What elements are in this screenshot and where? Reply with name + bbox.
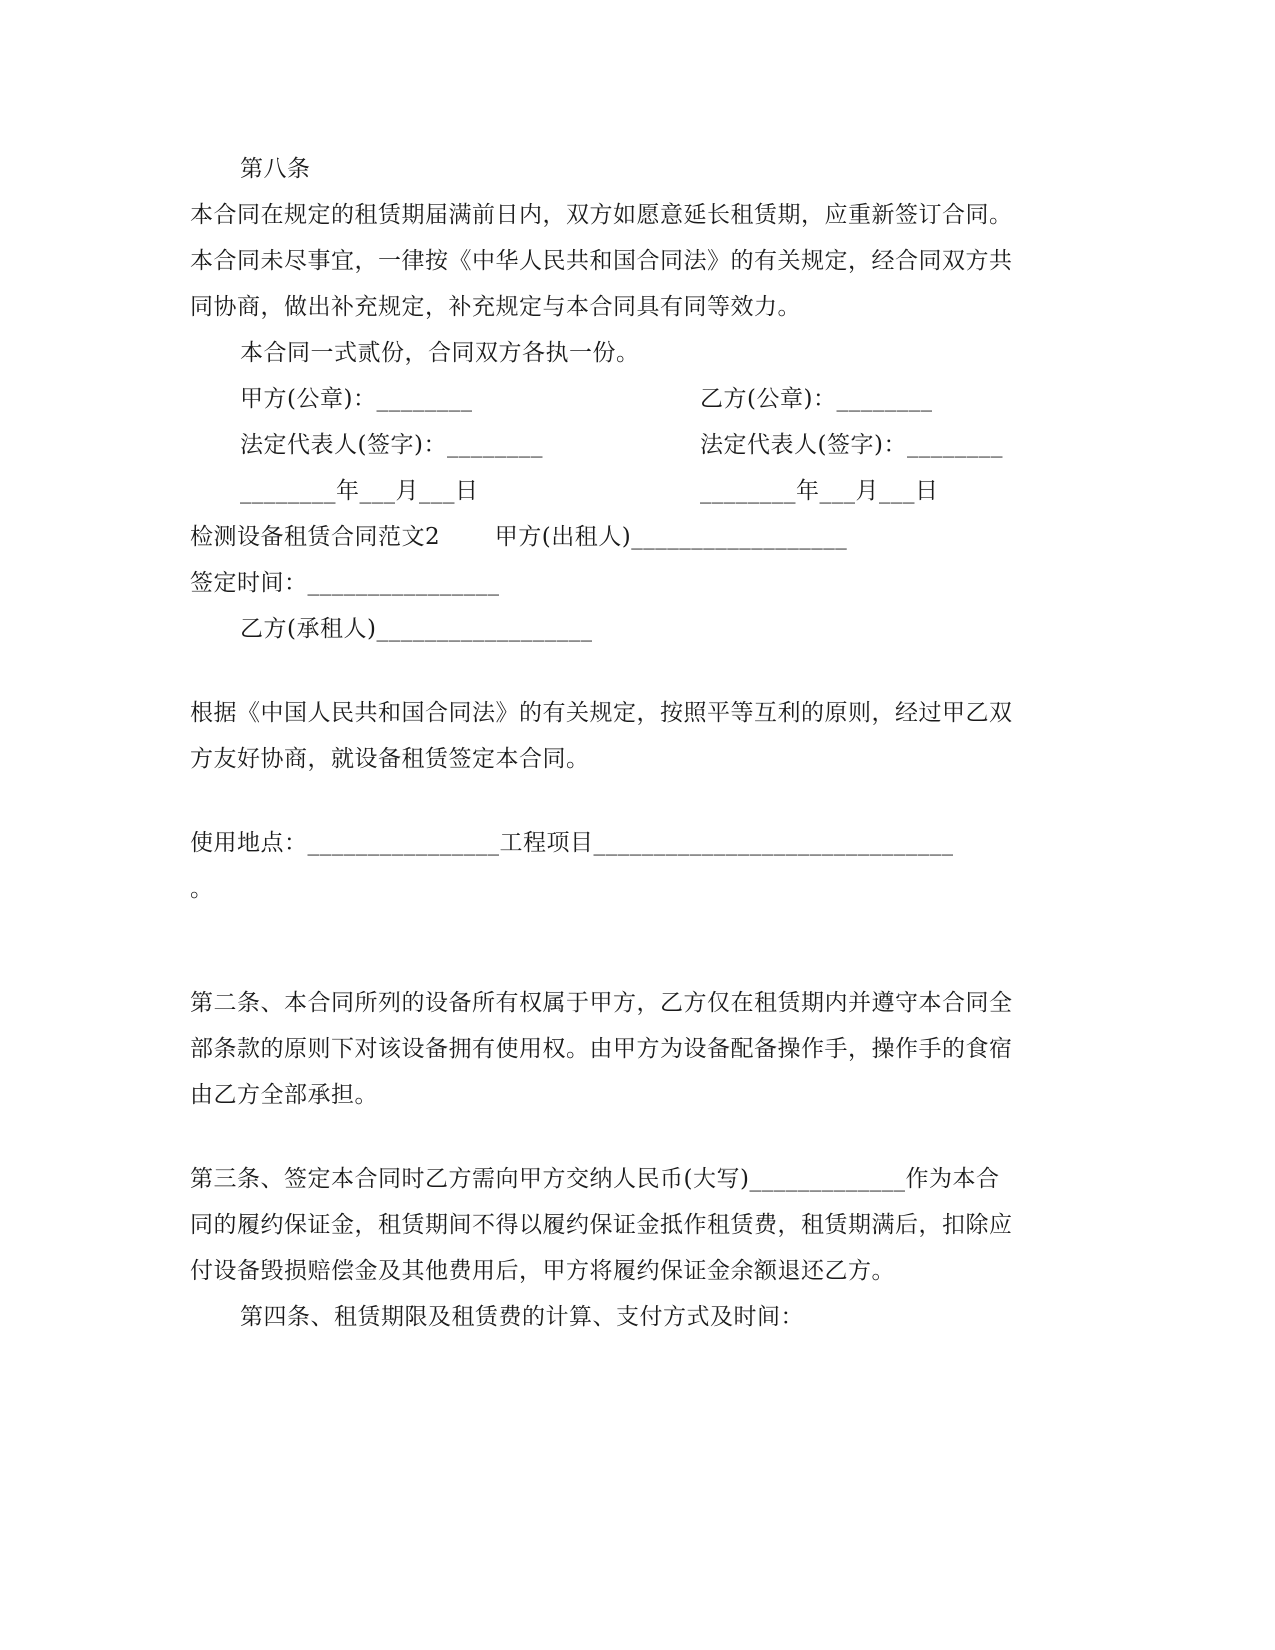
location-line-end: 。 bbox=[190, 876, 214, 902]
article8-line-2: 本合同未尽事宜，一律按《中华人民共和国合同法》的有关规定，经合同双方共 bbox=[190, 248, 1013, 274]
article8-line-3: 同协商，做出补充规定，补充规定与本合同具有同等效力。 bbox=[190, 294, 801, 320]
contract2-title-line: 检测设备租赁合同范文2 甲方(出租人)__________________ bbox=[190, 524, 848, 550]
location-line: 使用地点：________________工程项目______________________________ bbox=[190, 830, 954, 856]
intro-line-1: 根据《中国人民共和国合同法》的有关规定，按照平等互利的原则，经过甲乙双 bbox=[190, 700, 1013, 726]
party-b-representative: 法定代表人(签字)：________ bbox=[700, 432, 1003, 458]
article2-line-1: 第二条、本合同所列的设备所有权属于甲方，乙方仅在租赁期内并遵守本合同全 bbox=[190, 990, 1013, 1016]
article2-line-2: 部条款的原则下对该设备拥有使用权。由甲方为设备配备操作手，操作手的食宿 bbox=[190, 1036, 1013, 1062]
lessee-line: 乙方(承租人)__________________ bbox=[240, 616, 593, 642]
article3-line-2: 同的履约保证金，租赁期间不得以履约保证金抵作租赁费，租赁期满后，扣除应 bbox=[190, 1212, 1013, 1238]
party-b-seal: 乙方(公章)：________ bbox=[700, 386, 933, 412]
intro-line-2: 方友好协商，就设备租赁签定本合同。 bbox=[190, 746, 590, 772]
party-a-date: ________年___月___日 bbox=[240, 478, 479, 504]
sign-time: 签定时间：________________ bbox=[190, 570, 500, 596]
article8-line-1: 本合同在规定的租赁期届满前日内，双方如愿意延长租赁期，应重新签订合同。 bbox=[190, 202, 1013, 228]
article8-heading: 第八条 bbox=[240, 156, 311, 182]
party-b-date: ________年___月___日 bbox=[700, 478, 939, 504]
party-a-seal: 甲方(公章)：________ bbox=[240, 386, 473, 412]
article2-line-3: 由乙方全部承担。 bbox=[190, 1082, 378, 1108]
party-a-representative: 法定代表人(签字)：________ bbox=[240, 432, 543, 458]
copies-clause: 本合同一式贰份，合同双方各执一份。 bbox=[240, 340, 640, 366]
article3-line-1: 第三条、签定本合同时乙方需向甲方交纳人民币(大写)_____________作为本合 bbox=[190, 1166, 1000, 1192]
article3-line-3: 付设备毁损赔偿金及其他费用后，甲方将履约保证金余额退还乙方。 bbox=[190, 1258, 895, 1284]
article4-heading: 第四条、租赁期限及租赁费的计算、支付方式及时间： bbox=[240, 1304, 804, 1330]
